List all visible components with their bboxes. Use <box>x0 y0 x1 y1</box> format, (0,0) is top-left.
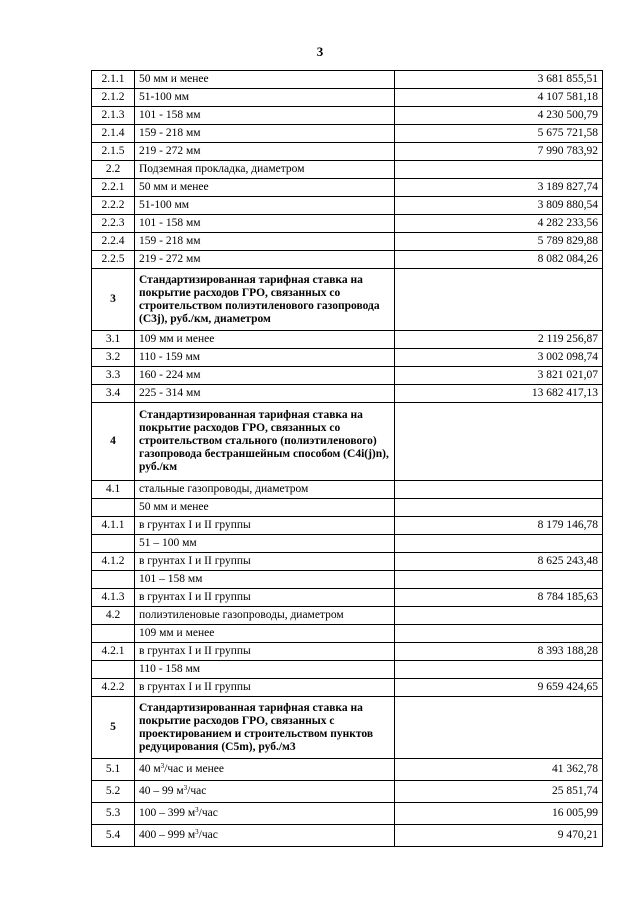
row-description: 50 мм и менее <box>135 179 395 197</box>
row-number: 4.2.2 <box>92 679 135 697</box>
table-row <box>92 481 603 499</box>
row-description: Стандартизированная тарифная ставка на покрытие расходов ГРО, связанных со строительством полиэтиленового газопровода (С3j), руб./км, диаметром <box>135 269 395 331</box>
row-number: 2.1.1 <box>92 71 135 89</box>
row-number: 2.2.2 <box>92 197 135 215</box>
row-description: 51 – 100 мм <box>135 535 395 553</box>
table-row <box>92 331 603 349</box>
row-number: 2.1.3 <box>92 107 135 125</box>
row-value: 8 784 185,63 <box>395 589 603 607</box>
row-number: 5.1 <box>92 759 135 781</box>
row-description: в грунтах I и II группы <box>135 517 395 535</box>
description-unit: /час <box>198 829 218 841</box>
section-header-row <box>92 403 603 481</box>
table-row <box>92 89 603 107</box>
row-number: 5.2 <box>92 781 135 803</box>
row-description: Стандартизированная тарифная ставка на покрытие расходов ГРО, связанных со строительством стального (полиэтиленового) газопровода бестраншейным способом (С4i(j)n), руб./км <box>135 403 395 481</box>
row-number: 4.1.3 <box>92 589 135 607</box>
table-row <box>92 161 603 179</box>
table-row <box>92 759 603 781</box>
row-value <box>395 571 603 589</box>
table-row <box>92 499 603 517</box>
description-text: 40 м <box>139 763 161 775</box>
row-number: 3.2 <box>92 349 135 367</box>
row-number: 2.1.2 <box>92 89 135 107</box>
row-value <box>395 625 603 643</box>
row-value: 25 851,74 <box>395 781 603 803</box>
row-number: 2.2.3 <box>92 215 135 233</box>
description-unit: /час <box>198 807 218 819</box>
table-row <box>92 643 603 661</box>
row-description: 101 - 158 мм <box>135 107 395 125</box>
row-value: 3 821 021,07 <box>395 367 603 385</box>
row-number: 2.1.5 <box>92 143 135 161</box>
row-description: 51-100 мм <box>135 89 395 107</box>
table-row <box>92 107 603 125</box>
row-number: 2.1.4 <box>92 125 135 143</box>
row-value: 3 681 855,51 <box>395 71 603 89</box>
row-value: 9 659 424,65 <box>395 679 603 697</box>
row-description <box>135 781 395 803</box>
description-unit: /час <box>187 785 207 797</box>
table-row <box>92 589 603 607</box>
row-number: 4.2 <box>92 607 135 625</box>
table-row <box>92 607 603 625</box>
table-row <box>92 385 603 403</box>
table-row <box>92 367 603 385</box>
table-row <box>92 349 603 367</box>
row-number: 4.1.1 <box>92 517 135 535</box>
row-description: стальные газопроводы, диаметром <box>135 481 395 499</box>
table-row <box>92 781 603 803</box>
row-number <box>92 499 135 517</box>
table-row <box>92 143 603 161</box>
row-description: 110 - 159 мм <box>135 349 395 367</box>
row-value: 4 282 233,56 <box>395 215 603 233</box>
row-description: 50 мм и менее <box>135 499 395 517</box>
row-value <box>395 499 603 517</box>
row-value <box>395 161 603 179</box>
row-number: 5.4 <box>92 825 135 847</box>
table-row <box>92 125 603 143</box>
row-description: 101 – 158 мм <box>135 571 395 589</box>
row-value <box>395 269 603 331</box>
table-row <box>92 661 603 679</box>
row-number: 4.1.2 <box>92 553 135 571</box>
row-number <box>92 535 135 553</box>
cubic-superscript: 3 <box>195 806 199 814</box>
row-description: в грунтах I и II группы <box>135 553 395 571</box>
row-description: 101 - 158 мм <box>135 215 395 233</box>
row-value: 3 809 880,54 <box>395 197 603 215</box>
row-number <box>92 625 135 643</box>
cubic-superscript: 3 <box>195 828 199 836</box>
row-value: 13 682 417,13 <box>395 385 603 403</box>
row-number <box>92 571 135 589</box>
description-unit: /час и менее <box>164 763 224 775</box>
row-description: 159 - 218 мм <box>135 233 395 251</box>
table-row <box>92 679 603 697</box>
row-number: 5 <box>92 697 135 759</box>
row-description: 225 - 314 мм <box>135 385 395 403</box>
row-description: 51-100 мм <box>135 197 395 215</box>
row-value <box>395 481 603 499</box>
table-row <box>92 571 603 589</box>
row-description: 159 - 218 мм <box>135 125 395 143</box>
row-value <box>395 697 603 759</box>
row-description: Подземная прокладка, диаметром <box>135 161 395 179</box>
row-description: 109 мм и менее <box>135 625 395 643</box>
table-row <box>92 803 603 825</box>
row-value: 3 002 098,74 <box>395 349 603 367</box>
section-header-row <box>92 269 603 331</box>
row-value: 5 789 829,88 <box>395 233 603 251</box>
table-row <box>92 179 603 197</box>
table-row <box>92 233 603 251</box>
page-number: 3 <box>316 44 324 59</box>
row-value: 8 625 243,48 <box>395 553 603 571</box>
row-value: 9 470,21 <box>395 825 603 847</box>
table-row <box>92 215 603 233</box>
row-number: 5.3 <box>92 803 135 825</box>
row-description: полиэтиленовые газопроводы, диаметром <box>135 607 395 625</box>
row-value: 5 675 721,58 <box>395 125 603 143</box>
row-description: 110 - 158 мм <box>135 661 395 679</box>
row-description: 219 - 272 мм <box>135 143 395 161</box>
row-description: 219 - 272 мм <box>135 251 395 269</box>
row-number <box>92 661 135 679</box>
row-value <box>395 403 603 481</box>
row-number: 2.2.4 <box>92 233 135 251</box>
cubic-superscript: 3 <box>160 762 165 770</box>
row-number: 3.3 <box>92 367 135 385</box>
row-description: Стандартизированная тарифная ставка на покрытие расходов ГРО, связанных с проектированием и строительством пунктов редуцирования (С5m), руб./м3 <box>135 697 395 759</box>
row-number: 4 <box>92 403 135 481</box>
table-row <box>92 251 603 269</box>
row-value: 3 189 827,74 <box>395 179 603 197</box>
tariff-rates-body <box>92 71 603 847</box>
row-value: 4 230 500,79 <box>395 107 603 125</box>
table-row <box>92 535 603 553</box>
row-number: 4.1 <box>92 481 135 499</box>
row-value <box>395 535 603 553</box>
row-number: 2.2.5 <box>92 251 135 269</box>
row-description: 50 мм и менее <box>135 71 395 89</box>
row-number: 3.1 <box>92 331 135 349</box>
row-number: 3.4 <box>92 385 135 403</box>
row-description: в грунтах I и II группы <box>135 589 395 607</box>
row-value <box>395 661 603 679</box>
description-text: 100 – 399 м <box>139 807 196 819</box>
section-header-row <box>92 697 603 759</box>
table-row <box>92 71 603 89</box>
description-text: 40 – 99 м <box>139 785 184 797</box>
row-description: в грунтах I и II группы <box>135 643 395 661</box>
row-value: 8 082 084,26 <box>395 251 603 269</box>
row-description: 160 - 224 мм <box>135 367 395 385</box>
row-description <box>135 803 395 825</box>
table-row <box>92 625 603 643</box>
row-number: 2.2 <box>92 161 135 179</box>
row-value: 8 179 146,78 <box>395 517 603 535</box>
description-text: 400 – 999 м <box>139 829 196 841</box>
row-number: 2.2.1 <box>92 179 135 197</box>
table-row <box>92 825 603 847</box>
cubic-superscript: 3 <box>183 784 188 792</box>
table-row <box>92 517 603 535</box>
row-value: 41 362,78 <box>395 759 603 781</box>
row-description <box>135 825 395 847</box>
row-value: 8 393 188,28 <box>395 643 603 661</box>
row-number: 4.2.1 <box>92 643 135 661</box>
row-value: 16 005,99 <box>395 803 603 825</box>
row-number: 3 <box>92 269 135 331</box>
row-description <box>135 759 395 781</box>
row-description: 109 мм и менее <box>135 331 395 349</box>
row-value: 4 107 581,18 <box>395 89 603 107</box>
tariff-rates-table <box>91 70 603 847</box>
row-value: 2 119 256,87 <box>395 331 603 349</box>
row-description: в грунтах I и II группы <box>135 679 395 697</box>
row-value <box>395 607 603 625</box>
row-value: 7 990 783,92 <box>395 143 603 161</box>
table-row <box>92 197 603 215</box>
table-row <box>92 553 603 571</box>
